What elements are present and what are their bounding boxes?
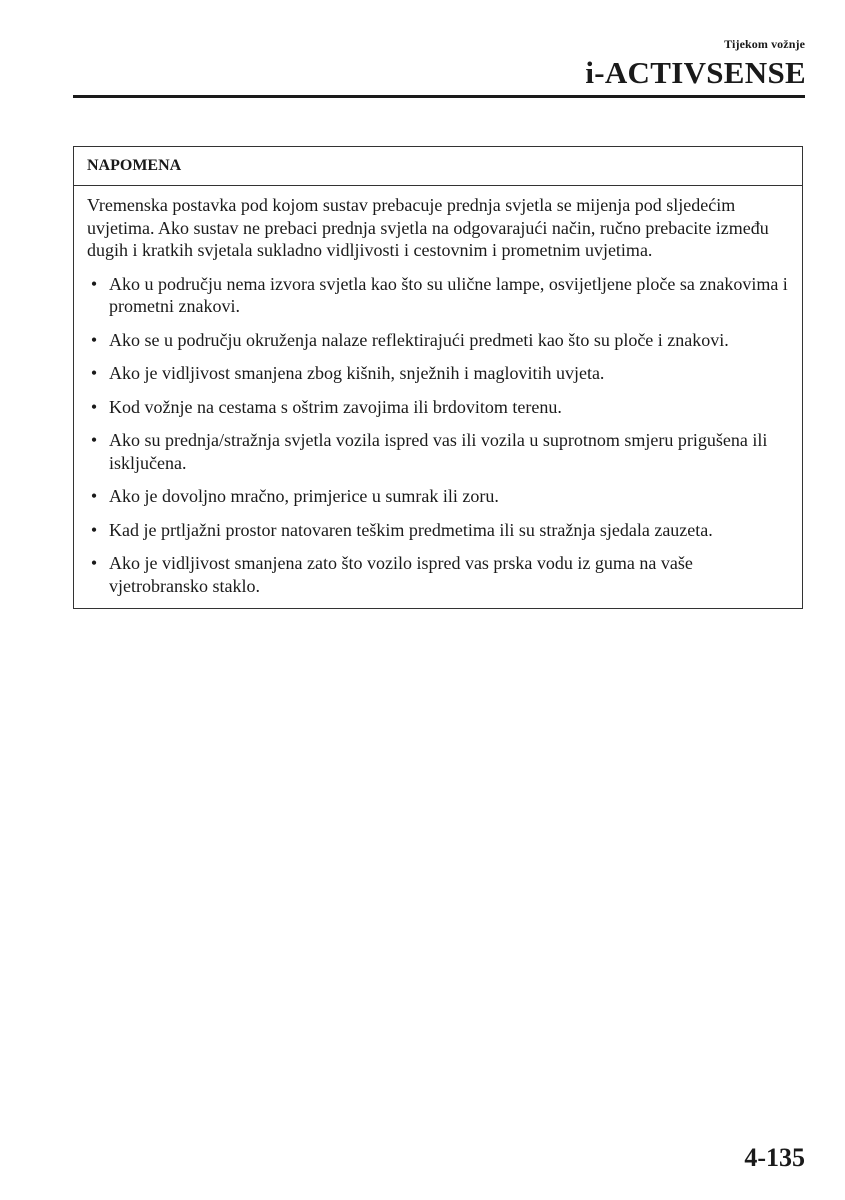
list-item-text: Kod vožnje na cestama s oštrim zavojima ili brdovitom terenu. — [109, 396, 562, 417]
list-item — [87, 485, 790, 508]
list-item — [87, 429, 790, 474]
list-item-text: Ako u području nema izvora svjetla kao što su ulične lampe, osvijetljene ploče sa znakovima i prometni znakovi. — [109, 273, 788, 316]
note-bullet-list — [87, 273, 790, 598]
page-number: 4-135 — [744, 1143, 805, 1172]
bullet-icon: • — [90, 553, 98, 573]
list-item — [87, 552, 790, 597]
list-item — [87, 273, 790, 318]
list-item-text: Kad je prtljažni prostor natovaren teškim predmetima ili su stražnja sjedala zauzeta. — [109, 519, 713, 540]
list-item-text: Ako su prednja/stražnja svjetla vozila ispred vas ili vozila u suprotnom smjeru prigušena ili isključena. — [109, 430, 768, 473]
note-box — [73, 146, 803, 609]
bullet-icon: • — [90, 519, 98, 540]
bullet-icon: • — [90, 273, 98, 294]
bullet-icon: • — [90, 329, 98, 350]
list-item — [87, 396, 790, 419]
bullet-icon: • — [90, 363, 98, 383]
list-item-text: Ako je vidljivost smanjena zato što vozilo ispred vas prska vodu iz guma na vaše vjetrobransko staklo. — [109, 553, 693, 596]
list-item-text: Ako se u području okruženja nalaze reflektirajući predmeti kao što su ploče i znakovi. — [109, 329, 729, 350]
note-body — [74, 186, 802, 608]
list-item-text: Ako je vidljivost smanjena zbog kišnih, snježnih i maglovitih uvjeta. — [109, 363, 605, 383]
list-item — [87, 362, 790, 385]
list-item — [87, 519, 790, 542]
list-item-text: Ako je dovoljno mračno, primjerice u sumrak ili zoru. — [109, 486, 499, 506]
bullet-icon: • — [90, 430, 98, 450]
section-label: Tijekom vožnje — [724, 37, 805, 51]
bullet-icon: • — [90, 486, 98, 506]
note-heading: NAPOMENA — [74, 147, 802, 186]
bullet-icon: • — [90, 396, 98, 417]
note-intro: Vremenska postavka pod kojom sustav prebacuje prednja svjetla se mijenja pod sljedećim uvjetima. Ako sustav ne prebaci prednja svjetla na odgovarajući način, ručno prebacite između dugih i kratkih svjetala sukladno vidljivosti i cestovnim i prometnim uvjetima. — [87, 195, 769, 260]
list-item — [87, 329, 790, 352]
header-rule — [73, 95, 805, 98]
chapter-title: i-ACTIVSENSE — [585, 55, 806, 90]
